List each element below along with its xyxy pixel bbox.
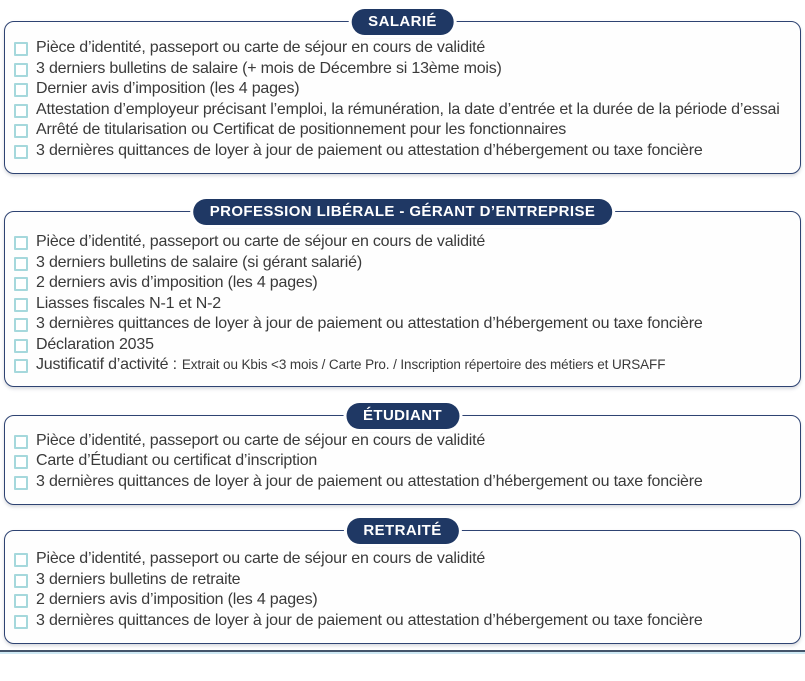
checklist-item xyxy=(14,253,788,274)
checklist-item xyxy=(14,100,788,121)
checklist-item xyxy=(14,451,788,472)
checklist-item xyxy=(14,232,788,253)
checklist-item-label: Dernier avis d’imposition (les 4 pages) xyxy=(36,80,300,97)
checklist-item-label: Pièce d’identité, passeport ou carte de séjour en cours de validité xyxy=(36,233,486,250)
checkbox-icon[interactable] xyxy=(14,83,28,97)
checkbox-icon[interactable] xyxy=(14,257,28,271)
section-retraite xyxy=(4,522,801,644)
checklist-page xyxy=(0,13,805,644)
checklist-item xyxy=(14,141,788,162)
checklist-item xyxy=(14,120,788,141)
checklist-item-label xyxy=(36,355,788,376)
checklist-item-label: 3 derniers bulletins de salaire (si gérant salarié) xyxy=(36,253,362,271)
checklist-item-label: Déclaration 2035 xyxy=(36,335,154,353)
checklist-item-label: Arrêté de titularisation ou Certificat de positionnement pour les fonctionnaires xyxy=(36,121,567,138)
checklist-item-label: 3 derniers bulletins de salaire (+ mois de Décembre si 13ème mois) xyxy=(36,59,502,77)
checkbox-icon[interactable] xyxy=(14,277,28,291)
checkbox-icon[interactable] xyxy=(14,339,28,353)
checklist-item xyxy=(14,38,788,59)
section-title-badge-profession-liberale: PROFESSION LIBÉRALE - GÉRANT D’ENTREPRISE xyxy=(193,199,613,225)
section-title-badge-etudiant: ÉTUDIANT xyxy=(346,403,459,429)
checklist-item-label: 3 derniers bulletins de retraite xyxy=(36,570,241,588)
checklist-item xyxy=(14,611,788,632)
checkbox-icon[interactable] xyxy=(14,42,28,56)
checkbox-icon[interactable] xyxy=(14,594,28,608)
checkbox-icon[interactable] xyxy=(14,615,28,629)
next-section-top-border xyxy=(0,650,805,654)
checklist-item xyxy=(14,472,788,493)
checklist-item-label: 2 derniers avis d’imposition (les 4 pages) xyxy=(36,274,318,291)
checklist-item-label: Pièce d’identité, passeport ou carte de séjour en cours de validité xyxy=(36,431,486,449)
section-title-badge-salarie: SALARIÉ xyxy=(351,9,454,35)
checklist-item-label: Carte d’Étudiant ou certificat d’inscription xyxy=(36,452,318,469)
checklist-item-label: 3 dernières quittances de loyer à jour de paiement ou attestation d’hébergement ou taxe foncière xyxy=(36,611,703,629)
checkbox-icon[interactable] xyxy=(14,476,28,490)
checklist-item xyxy=(14,59,788,80)
checkbox-icon[interactable] xyxy=(14,63,28,77)
checkbox-icon[interactable] xyxy=(14,455,28,469)
checklist-item-label: 3 dernières quittances de loyer à jour de paiement ou attestation d’hébergement ou taxe foncière xyxy=(36,472,703,490)
checklist-item-main-text: Justificatif d’activité : xyxy=(36,356,177,373)
checklist-item-label: Attestation d’employeur précisant l’emploi, la rémunération, la date d’entrée et la durée de la période d’essai xyxy=(36,100,780,118)
checklist-item xyxy=(14,355,788,376)
section-etudiant xyxy=(4,406,801,506)
checkbox-icon[interactable] xyxy=(14,318,28,332)
checklist-item-label: Pièce d’identité, passeport ou carte de séjour en cours de validité xyxy=(36,39,486,56)
checklist-item-label: 3 dernières quittances de loyer à jour de paiement ou attestation d’hébergement ou taxe foncière xyxy=(36,141,703,159)
checkbox-icon[interactable] xyxy=(14,359,28,373)
checkbox-icon[interactable] xyxy=(14,435,28,449)
checklist-item xyxy=(14,549,788,570)
checklist-item xyxy=(14,79,788,100)
checkbox-icon[interactable] xyxy=(14,145,28,159)
checkbox-icon[interactable] xyxy=(14,124,28,138)
checklist-item-label: Liasses fiscales N-1 et N-2 xyxy=(36,294,221,312)
checklist-item-note-text: Extrait ou Kbis <3 mois / Carte Pro. / Inscription répertoire des métiers et URSAFF xyxy=(181,357,666,372)
checklist-item xyxy=(14,335,788,356)
checkbox-icon[interactable] xyxy=(14,298,28,312)
checklist-item-label: Pièce d’identité, passeport ou carte de séjour en cours de validité xyxy=(36,550,486,567)
checklist-item xyxy=(14,273,788,294)
checkbox-icon[interactable] xyxy=(14,236,28,250)
checkbox-icon[interactable] xyxy=(14,104,28,118)
checklist-item xyxy=(14,314,788,335)
checkbox-icon[interactable] xyxy=(14,574,28,588)
checklist-item xyxy=(14,570,788,591)
section-profession-liberale xyxy=(4,203,801,387)
section-title-badge-retraite: RETRAITÉ xyxy=(346,518,458,544)
checkbox-icon[interactable] xyxy=(14,553,28,567)
checklist-item-label: 2 derniers avis d’imposition (les 4 pages) xyxy=(36,591,318,608)
checklist-item-label: 3 dernières quittances de loyer à jour de paiement ou attestation d’hébergement ou taxe foncière xyxy=(36,315,703,332)
checklist-item xyxy=(14,590,788,611)
checklist-item xyxy=(14,431,788,452)
checklist-item xyxy=(14,294,788,315)
section-salarie xyxy=(4,13,801,174)
divider-light-line xyxy=(0,652,805,654)
